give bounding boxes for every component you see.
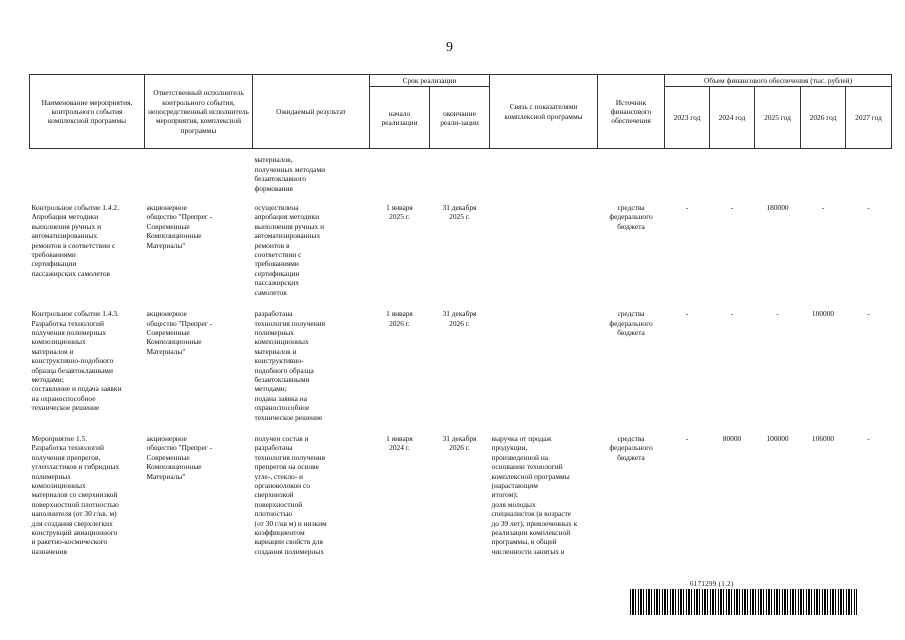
row-source: средства федерального бюджета — [609, 309, 653, 337]
header-executor: Ответственный исполнитель контрольного события, непосредственный исполнитель мероприятия, комплексной программы — [145, 75, 253, 149]
row-funding-2025: - — [776, 309, 779, 319]
barcode — [630, 589, 857, 615]
header-year-2025: 2025 год — [755, 87, 801, 149]
row-start: 1 января 2025 г. — [386, 203, 413, 222]
continuation-result: материалов, полученных методами безавтоклавного формования — [254, 155, 326, 193]
row-source: средства федерального бюджета — [609, 433, 653, 462]
row-funding-2027: - — [867, 309, 870, 319]
row-source: средства федерального бюджета — [609, 203, 653, 231]
row-funding-2027: - — [867, 433, 870, 443]
row-link — [490, 203, 598, 297]
program-table — [29, 74, 892, 556]
row-executor: акционерное общество "Препрег - Современные Композиционные Материалы" — [146, 203, 213, 250]
header-year-2024: 2024 год — [710, 87, 755, 149]
table-row — [30, 434, 892, 556]
row-funding-2025: 180000 — [766, 203, 789, 213]
header-year-2026: 2026 год — [801, 87, 846, 149]
row-link — [490, 309, 598, 422]
row-end: 31 декабря 2026 г. — [442, 309, 477, 328]
header-start: начало реализации — [370, 87, 430, 149]
header-period: Срок реализации — [370, 75, 490, 87]
row-result: получен состав и разработана технология получения препрегов на основе угле-, стекло- и органоволокон со сверхнизкой поверхностной плотностью (от 30 г/кв м) и низким коэффициентом вариации свойств для создания полимерных — [254, 433, 327, 556]
header-link: Связь с показателями комплексной программы — [490, 75, 598, 149]
row-funding-2024: - — [730, 309, 734, 319]
header-source: Источник финансового обеспечения — [598, 75, 665, 149]
row-result: разработана технология получения полимерных композиционных материалов и конструктивно- подобного образца безавтоклавными методами; подана заявка на охраноспособное техническое решение — [254, 309, 326, 422]
row-funding-2023: - — [685, 203, 689, 213]
row-name: Мероприятие 1.5. Разработка технологий получения препрегов, углепластиков и гибридных полимерных композиционных материалов со сверхнизкой поверхностной плотностью наполнителя (от 30 г/кв. м) для создания сверхлегких конструкций авиационного и ракетно-космического назначения — [31, 433, 120, 556]
row-funding-2025: 100000 — [766, 433, 789, 443]
table-row — [30, 203, 892, 297]
barcode-number: 6171299 (1.2) — [690, 580, 734, 588]
row-name: Контрольное событие 1.4.2. Апробация методики выполнения ручных и автоматизированных ремонтов в соответствии с требованиями сертификации пассажирских самолетов — [31, 203, 119, 278]
header-end: окончание реали-зации — [430, 87, 490, 149]
row-funding-2027: - — [867, 203, 870, 213]
row-funding-2023: - — [685, 309, 689, 319]
header-funding: Объем финансового обеспечения (тыс. рублей) — [665, 75, 892, 87]
header-year-2027: 2027 год — [846, 87, 892, 149]
row-funding-2026: 106000 — [811, 433, 835, 443]
header-name: Наименование мероприятия, контрольного события комплексной программы — [30, 75, 145, 149]
row-funding-2024: 80000 — [722, 433, 742, 443]
page-number: 9 — [446, 40, 453, 55]
header-result: Ожидаемый результат — [253, 75, 370, 149]
row-start: 1 января 2024 г. — [386, 433, 413, 453]
table-row — [30, 309, 892, 422]
row-funding-2023: - — [685, 433, 689, 443]
row-executor: акционерное общество "Препрег - Современные Композиционные Материалы" — [146, 309, 213, 356]
row-link: выручка от продаж продукции, произведенной на основании технологий комплексной программы (нарастающим итогом); доля молодых специалистов (в возрасте до 39 лет), привлеченных к реализации комплексной программы, в общей численности занятых в — [491, 433, 578, 556]
row-result: осуществлена апробация методики выполнения ручных и автоматизированных ремонтов в соответствии с требованиями сертификации пассажирских самолетов — [254, 203, 325, 297]
row-funding-2026: - — [821, 203, 825, 213]
row-end: 31 декабря 2025 г. — [442, 203, 477, 222]
row-funding-2026: 100000 — [811, 309, 835, 319]
row-funding-2024: - — [730, 203, 734, 213]
row-name: Контрольное событие 1.4.3. Разработка технологий получения полимерных композиционных материалов и конструктивно-подобного образца безавтоклавными методами; составление и подача заявки на охраноспособное техническое решение — [31, 309, 122, 413]
header-year-2023: 2023 год — [665, 87, 710, 149]
row-end: 31 декабря 2026 г. — [442, 433, 477, 453]
table-row — [30, 155, 892, 193]
row-start: 1 января 2026 г. — [386, 309, 413, 328]
row-executor: акционерное общество "Препрег - Современные Композиционные Материалы" — [146, 433, 213, 481]
